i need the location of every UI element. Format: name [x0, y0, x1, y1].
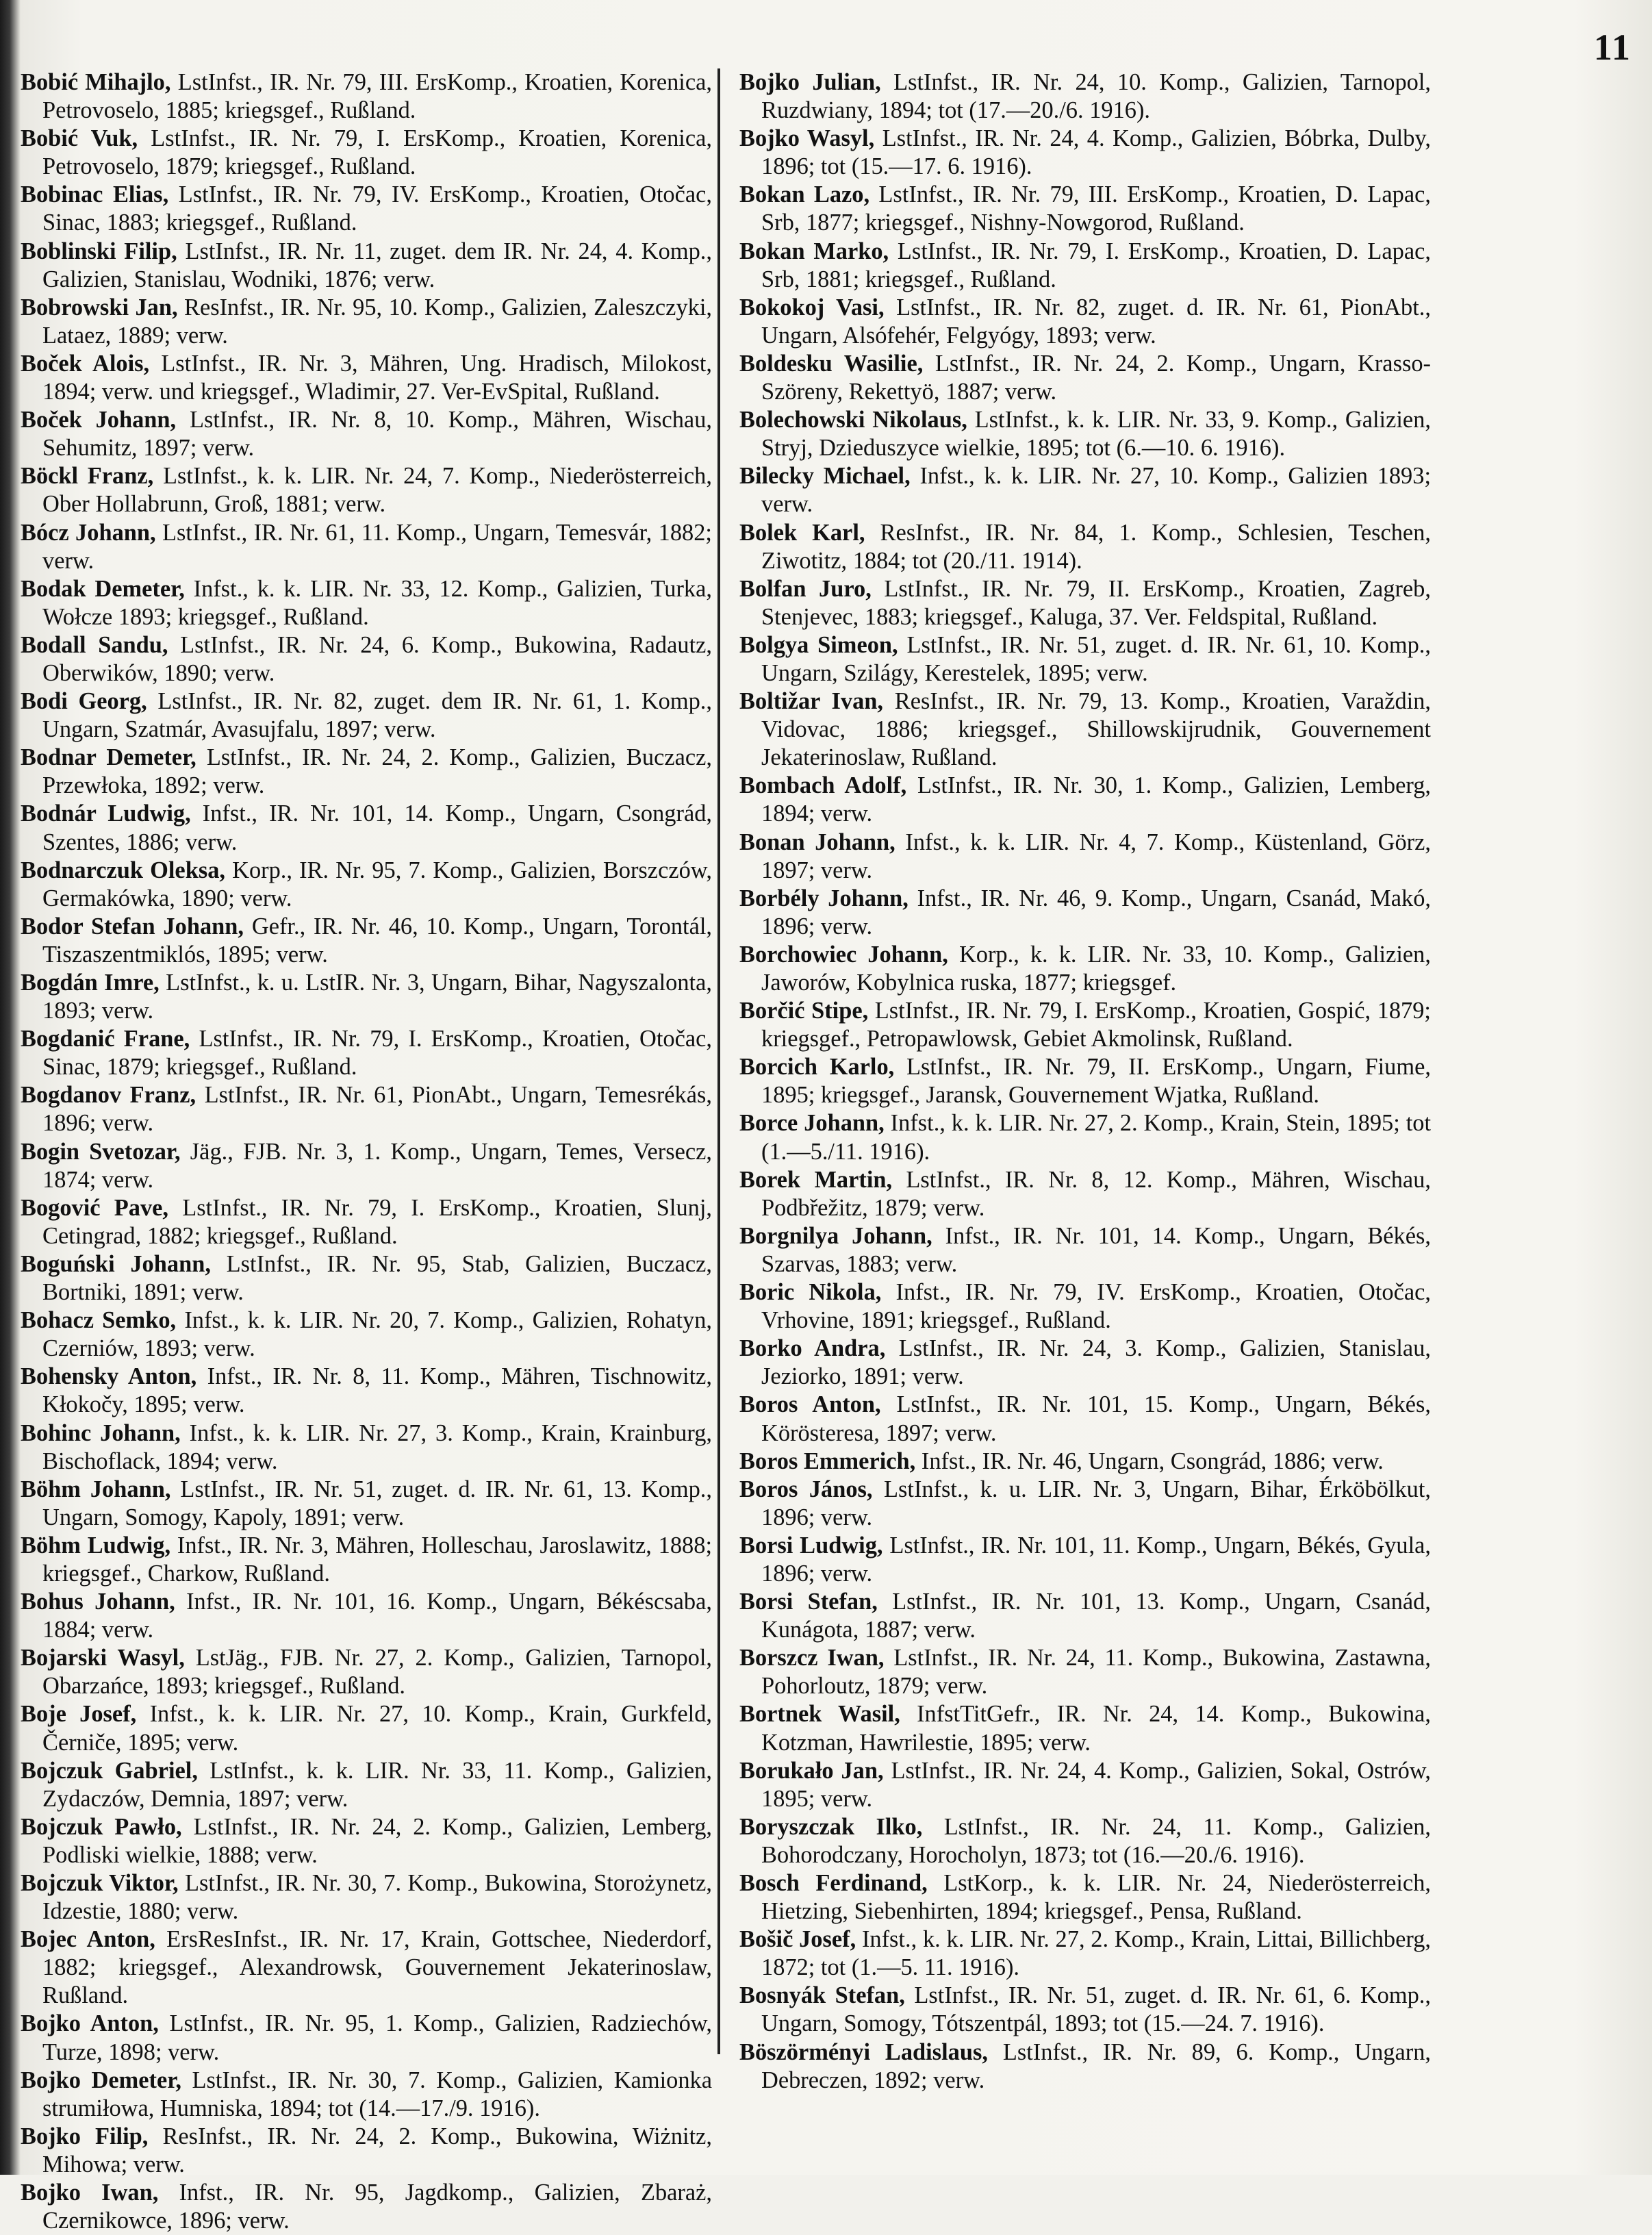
entry-details: LstInfst., IR. Nr. 79, III. ErsKomp., Kroatien, Korenica, Petrovoselo, 1885; kriegsgef., Rußland. [42, 69, 712, 124]
entry-name: Bojko Anton, [21, 2010, 159, 2037]
entry-details: ErsResInfst., IR. Nr. 17, Krain, Gottschee, Niederdorf, 1882; kriegsgef., Alexandrowsk, Gouvernement Jekaterinoslaw, Rußland. [42, 1926, 712, 2009]
entry-name: Borčić Stipe, [739, 998, 869, 1024]
entry-details: LstInfst., IR. Nr. 24, 2. Komp., Galizien, Buczacz, Przewłoka, 1892; verw. [42, 744, 712, 799]
entry-details: Infst., IR. Nr. 46, 9. Komp., Ungarn, Csanád, Makó, 1896; verw. [761, 885, 1431, 939]
entry-name: Boros János, [739, 1476, 873, 1502]
entry-name: Bogin Svetozar, [21, 1138, 181, 1165]
register-entry [739, 1109, 1431, 1165]
entry-details: LstInfst., IR. Nr. 79, II. ErsKomp., Kroatien, Zagreb, Stenjevec, 1883; kriegsgef., Kaluga, 37. Ver. Feldspital, Rußland. [761, 575, 1431, 630]
entry-name: Böszörményi Ladislaus, [739, 2038, 988, 2065]
register-entry [21, 2179, 712, 2235]
entry-details: Infst., k. k. LIR. Nr. 4, 7. Komp., Küstenland, Görz, 1897; verw. [761, 829, 1431, 883]
entry-name: Bojec Anton, [21, 1926, 155, 1953]
register-entry [739, 181, 1431, 237]
entry-details: LstInfst., IR. Nr. 101, 15. Komp., Ungarn, Békés, Körösteresa, 1897; verw. [761, 1391, 1432, 1446]
register-entry [739, 1476, 1431, 1532]
right-column [739, 68, 1431, 2095]
entry-details: LstInfst., IR. Nr. 61, 11. Komp., Ungarn, Temesvár, 1882; verw. [42, 519, 712, 574]
register-entry [739, 1644, 1431, 1700]
entry-details: LstInfst., IR. Nr. 8, 12. Komp., Mähren, Wischau, Podbřežitz, 1879; verw. [761, 1166, 1431, 1221]
register-entry [739, 687, 1431, 772]
entry-details: InfstTitGefr., IR. Nr. 24, 14. Komp., Bukowina, Kotzman, Hawrilestie, 1895; verw. [761, 1701, 1431, 1756]
register-entry [21, 687, 712, 744]
entry-name: Boryszczak Ilko, [739, 1813, 923, 1840]
entry-name: Bojczuk Pawło, [21, 1813, 182, 1840]
entry-details: LstInfst., IR. Nr. 79, I. ErsKomp., Kroatien, D. Lapac, Srb, 1881; kriegsgef., Rußland. [761, 238, 1431, 292]
register-entry [21, 350, 712, 406]
entry-name: Bohus Johann, [21, 1589, 175, 1615]
register-entry [739, 406, 1431, 462]
entry-details: Infst., k. k. LIR. Nr. 27, 10. Komp., Galizien 1893; verw. [761, 463, 1431, 518]
entry-name: Bodnar Demeter, [21, 744, 196, 771]
entry-name: Boros Anton, [739, 1391, 881, 1418]
entry-details: LstInfst., IR. Nr. 24, 2. Komp., Galizien, Lemberg, Podliski wielkie, 1888; verw. [42, 1813, 712, 1868]
entry-name: Bojko Julian, [739, 69, 881, 95]
entry-name: Bolgya Simeon, [739, 631, 898, 658]
entry-details: LstInfst., IR. Nr. 24, 4. Komp., Galizien, Bóbrka, Dulby, 1896; tot (15.—17. 6. 1916). [761, 125, 1431, 180]
register-entry [739, 1222, 1431, 1278]
entry-name: Bombach Adolf, [739, 772, 907, 799]
register-entry [739, 238, 1431, 294]
entry-details: LstInfst., IR. Nr. 30, 7. Komp., Bukowina, Storożynetz, Idzestie, 1880; verw. [42, 1870, 712, 1925]
register-entry [739, 631, 1431, 687]
entry-details: Infst., IR. Nr. 46, Ungarn, Csongrád, 1886; verw. [921, 1448, 1384, 1474]
register-entry [739, 1532, 1431, 1588]
register-entry [21, 1925, 712, 2010]
register-entry [739, 1925, 1431, 1982]
entry-details: Jäg., FJB. Nr. 3, 1. Komp., Ungarn, Temes, Versecz, 1874; verw. [42, 1138, 712, 1193]
register-entry [739, 294, 1431, 350]
register-entry [739, 519, 1431, 575]
entry-details: LstInfst., IR. Nr. 30, 7. Komp., Galizien, Kamionka strumiłowa, Humniska, 1894; tot (14.—17./9. 1916). [42, 2067, 712, 2121]
entry-name: Boltižar Ivan, [739, 688, 884, 715]
entry-details: LstInfst., IR. Nr. 95, 1. Komp., Galizien, Radziechów, Turze, 1898; verw. [42, 2010, 712, 2065]
register-entry [21, 575, 712, 631]
entry-name: Bócz Johann, [21, 519, 156, 546]
entry-details: LstInfst., IR. Nr. 82, zuget. d. IR. Nr. 61, PionAbt., Ungarn, Alsófehér, Felgyógy, 1893; verw. [761, 294, 1431, 349]
entry-details: Infst., IR. Nr. 3, Mähren, Holleschau, Jaroslawitz, 1888; kriegsgef., Charkow, Rußland. [42, 1532, 712, 1587]
entry-details: Infst., IR. Nr. 95, Jagdkomp., Galizien, Zbaraż, Czernikowce, 1896; verw. [42, 2180, 712, 2234]
register-entry [739, 2038, 1431, 2095]
entry-details: LstInfst., IR. Nr. 89, 6. Komp., Ungarn, Debreczen, 1892; verw. [761, 2038, 1431, 2093]
entry-name: Borce Johann, [739, 1110, 885, 1137]
register-entry [739, 772, 1431, 828]
register-entry [21, 1644, 712, 1700]
entry-name: Boček Johann, [21, 407, 177, 433]
entry-details: LstInfst., IR. Nr. 95, Stab, Galizien, Buczacz, Bortniki, 1891; verw. [42, 1250, 712, 1306]
entry-details: LstInfst., IR. Nr. 11, zuget. dem IR. Nr. 24, 4. Komp., Galizien, Stanislau, Wodniki, 1876; verw. [42, 238, 712, 292]
register-entry [739, 1278, 1431, 1335]
entry-details: LstInfst., IR. Nr. 101, 13. Komp., Ungarn, Csanád, Kunágota, 1887; verw. [761, 1589, 1431, 1643]
column-divider [717, 68, 720, 2054]
entry-details: LstInfst., k. k. LIR. Nr. 33, 9. Komp., Galizien, Stryj, Dzieduszyce wielkie, 1895; tot (6.—10. 6. 1916). [761, 407, 1431, 462]
entry-name: Borek Martin, [739, 1166, 893, 1193]
register-entry [21, 1419, 712, 1476]
register-entry [739, 1757, 1431, 1813]
entry-name: Bogdanić Frane, [21, 1026, 190, 1052]
page-number: 11 [1593, 27, 1631, 68]
register-entry [21, 238, 712, 294]
register-entry [21, 1138, 712, 1194]
entry-name: Bolechowski Nikolaus, [739, 407, 967, 433]
entry-name: Boček Alois, [21, 350, 150, 377]
register-entry [21, 1588, 712, 1644]
register-entry [21, 1476, 712, 1532]
entry-name: Bobrowski Jan, [21, 294, 178, 320]
entry-name: Bojarski Wasyl, [21, 1645, 185, 1671]
entry-name: Bojko Iwan, [21, 2180, 159, 2206]
entry-details: LstInfst., k. u. LIR. Nr. 3, Ungarn, Bihar, Érköbölkut, 1896; verw. [761, 1476, 1431, 1530]
register-entry [21, 1700, 712, 1756]
entry-details: LstInfst., IR. Nr. 82, zuget. dem IR. Nr. 61, 1. Komp., Ungarn, Szatmár, Avasujfalu, 1897; verw. [42, 688, 712, 743]
entry-name: Bogdanov Franz, [21, 1082, 196, 1109]
register-entry [21, 1757, 712, 1813]
entry-name: Bolek Karl, [739, 519, 865, 546]
entry-details: LstInfst., IR. Nr. 51, zuget. d. IR. Nr. 61, 10. Komp., Ungarn, Szilágy, Kerestelek, 1895; verw. [761, 631, 1432, 686]
register-entry [739, 1982, 1431, 2038]
register-entry [21, 631, 712, 687]
register-entry [21, 181, 712, 237]
register-entry [21, 294, 712, 350]
entry-name: Bodnarczuk Oleksa, [21, 857, 225, 883]
entry-name: Bobić Mihajlo, [21, 69, 171, 95]
entry-name: Borbély Johann, [739, 885, 908, 911]
register-entry [21, 913, 712, 969]
entry-name: Bokan Marko, [739, 238, 889, 264]
register-entry [21, 2123, 712, 2179]
entry-name: Borukało Jan, [739, 1757, 884, 1784]
entry-details: ResInfst., IR. Nr. 24, 2. Komp., Bukowina, Wiżnitz, Mihowa; verw. [42, 2123, 712, 2177]
register-entry [21, 1869, 712, 1925]
left-column [21, 68, 712, 2235]
register-entry [739, 1448, 1431, 1476]
register-entry [739, 350, 1431, 406]
entry-details: Korp., k. k. LIR. Nr. 33, 10. Komp., Galizien, Jaworów, Kobylnica ruska, 1877; kriegsgef. [761, 941, 1431, 996]
entry-name: Bodor Stefan Johann, [21, 913, 244, 939]
entry-details: LstInfst., IR. Nr. 24, 2. Komp., Ungarn, Krasso-Szöreny, Rekettyö, 1887; verw. [761, 350, 1431, 405]
register-entry [739, 125, 1431, 181]
register-entry [21, 2067, 712, 2123]
entry-name: Borgnilya Johann, [739, 1222, 932, 1249]
entry-name: Bošič Josef, [739, 1926, 856, 1953]
entry-name: Bokan Lazo, [739, 181, 870, 208]
entry-name: Borsi Stefan, [739, 1589, 878, 1615]
register-entry [21, 406, 712, 462]
entry-details: LstInfst., IR. Nr. 8, 10. Komp., Mähren, Wischau, Sehumitz, 1897; verw. [42, 407, 712, 462]
entry-name: Böhm Ludwig, [21, 1532, 171, 1558]
register-entry [739, 68, 1431, 125]
entry-details: LstJäg., FJB. Nr. 27, 2. Komp., Galizien, Tarnopol, Obarzańce, 1893; kriegsgef., Rußland. [42, 1645, 712, 1700]
entry-details: Infst., k. k. LIR. Nr. 27, 2. Komp., Krain, Littai, Billichberg, 1872; tot (1.—5. 11. 1916). [761, 1926, 1431, 1981]
entry-name: Bojczuk Viktor, [21, 1870, 179, 1896]
entry-name: Bodall Sandu, [21, 631, 168, 658]
entry-details: LstInfst., IR. Nr. 101, 11. Komp., Ungarn, Békés, Gyula, 1896; verw. [761, 1532, 1431, 1587]
register-entry [21, 68, 712, 125]
register-entry [739, 1588, 1431, 1644]
entry-name: Böckl Franz, [21, 463, 154, 490]
entry-details: Infst., k. k. LIR. Nr. 33, 12. Komp., Galizien, Turka, Wołcze 1893; kriegsgef., Rußland. [42, 575, 712, 630]
entry-name: Bodak Demeter, [21, 575, 185, 602]
entry-details: LstInfst., IR. Nr. 79, IV. ErsKomp., Kroatien, Otočac, Sinac, 1883; kriegsgef., Rußland. [42, 181, 712, 236]
register-entry [739, 462, 1431, 518]
entry-details: LstInfst., IR. Nr. 3, Mähren, Ung. Hradisch, Milokost, 1894; verw. und kriegsgef., Wladimir, 27. Ver-EvSpital, Rußland. [42, 350, 712, 405]
register-entry [739, 1166, 1431, 1222]
entry-name: Bojko Filip, [21, 2123, 149, 2149]
entry-name: Bojczuk Gabriel, [21, 1757, 198, 1784]
entry-name: Bohensky Anton, [21, 1363, 197, 1390]
entry-details: LstInfst., IR. Nr. 79, I. ErsKomp., Kroatien, Gospić, 1879; kriegsgef., Petropawlowsk, Gebiet Akmolinsk, Rußland. [761, 998, 1431, 1052]
entry-name: Bolfan Juro, [739, 575, 872, 602]
register-entry [21, 2010, 712, 2066]
entry-details: LstInfst., IR. Nr. 51, zuget. d. IR. Nr. 61, 13. Komp., Ungarn, Somogy, Kapoly, 1891; verw. [42, 1476, 712, 1530]
entry-name: Bohinc Johann, [21, 1419, 181, 1446]
entry-name: Bogdán Imre, [21, 970, 160, 996]
register-entry [739, 941, 1431, 997]
register-entry [21, 125, 712, 181]
entry-name: Borszcz Iwan, [739, 1645, 885, 1671]
register-entry [21, 1813, 712, 1869]
register-entry [21, 1025, 712, 1081]
entry-details: LstInfst., IR. Nr. 61, PionAbt., Ungarn, Temesrékás, 1896; verw. [42, 1082, 712, 1137]
entry-details: ResInfst., IR. Nr. 79, 13. Komp., Kroatien, Varaždin, Vidovac, 1886; kriegsgef., Shillowskijrudnik, Gouvernement Jekaterinoslaw, Rußland. [761, 688, 1432, 771]
entry-name: Bortnek Wasil, [739, 1701, 900, 1728]
entry-details: LstInfst., IR. Nr. 24, 11. Komp., Galizien, Bohorodczany, Horocholyn, 1873; tot (16.—20./6. 1916). [761, 1813, 1432, 1868]
register-entry [21, 1363, 712, 1419]
entry-name: Bohacz Semko, [21, 1307, 177, 1334]
entry-name: Boje Josef, [21, 1701, 137, 1728]
register-entry [21, 857, 712, 913]
entry-details: LstInfst., k. u. LstIR. Nr. 3, Ungarn, Bihar, Nagyszalonta, 1893; verw. [42, 970, 712, 1024]
register-entry [739, 1391, 1431, 1447]
entry-details: Gefr., IR. Nr. 46, 10. Komp., Ungarn, Torontál, Tiszaszentmiklós, 1895; verw. [42, 913, 712, 968]
entry-name: Bojko Demeter, [21, 2067, 181, 2093]
entry-details: LstInfst., k. k. LIR. Nr. 33, 11. Komp., Galizien, Zydaczów, Demnia, 1897; verw. [42, 1757, 712, 1812]
register-entry [739, 1869, 1431, 1925]
entry-name: Boguński Johann, [21, 1250, 211, 1277]
entry-details: LstInfst., IR. Nr. 79, I. ErsKomp., Kroatien, Korenica, Petrovoselo, 1879; kriegsgef., Rußland. [42, 125, 712, 180]
register-entry [739, 829, 1431, 885]
entry-details: LstInfst., IR. Nr. 30, 1. Komp., Galizien, Lemberg, 1894; verw. [761, 772, 1431, 827]
entry-name: Bonan Johann, [739, 829, 895, 855]
entry-details: Infst., k. k. LIR. Nr. 27, 3. Komp., Krain, Krainburg, Bischoflack, 1894; verw. [42, 1419, 712, 1474]
entry-name: Bojko Wasyl, [739, 125, 875, 152]
register-entry [21, 1250, 712, 1306]
entry-details: LstInfst., IR. Nr. 79, I. ErsKomp., Kroatien, Otočac, Sinac, 1879; kriegsgef., Rußland. [42, 1026, 712, 1081]
entry-name: Borcich Karlo, [739, 1054, 895, 1081]
entry-details: LstInfst., IR. Nr. 24, 4. Komp., Galizien, Sokal, Ostrów, 1895; verw. [761, 1757, 1432, 1812]
entry-name: Borsi Ludwig, [739, 1532, 883, 1558]
entry-name: Bosnyák Stefan, [739, 1982, 905, 2009]
entry-name: Bosch Ferdinand, [739, 1870, 928, 1896]
entry-details: Infst., IR. Nr. 101, 14. Komp., Ungarn, Csongrád, Szentes, 1886; verw. [42, 800, 712, 855]
entry-name: Bodi Georg, [21, 688, 147, 715]
entry-details: LstInfst., IR. Nr. 24, 10. Komp., Galizien, Tarnopol, Ruzdwiany, 1894; tot (17.—20./6. 1916). [761, 69, 1431, 124]
entry-details: Infst., k. k. LIR. Nr. 27, 2. Komp., Krain, Stein, 1895; tot (1.—5./11. 1916). [761, 1110, 1431, 1165]
entry-details: Infst., IR. Nr. 101, 14. Komp., Ungarn, Békés, Szarvas, 1883; verw. [761, 1222, 1431, 1277]
entry-name: Bobinac Elias, [21, 181, 169, 208]
register-entry [739, 1813, 1431, 1869]
register-entry [21, 744, 712, 800]
register-entry [21, 1081, 712, 1137]
entry-details: LstInfst., k. k. LIR. Nr. 24, 7. Komp., Niederösterreich, Ober Hollabrunn, Groß, 1881; verw. [42, 463, 712, 518]
entry-details: LstInfst., IR. Nr. 79, I. ErsKomp., Kroatien, Slunj, Cetingrad, 1882; kriegsgef., Rußland. [42, 1194, 713, 1249]
register-entry [21, 519, 712, 575]
register-entry [21, 462, 712, 518]
entry-name: Boblinski Filip, [21, 238, 177, 264]
entry-name: Böhm Johann, [21, 1476, 171, 1502]
entry-details: ResInfst., IR. Nr. 95, 10. Komp., Galizien, Zaleszczyki, Lataez, 1889; verw. [42, 294, 712, 349]
entry-name: Boric Nikola, [739, 1279, 882, 1306]
entry-details: LstInfst., IR. Nr. 79, III. ErsKomp., Kroatien, D. Lapac, Srb, 1877; kriegsgef., Nishny-Nowgorod, Rußland. [761, 181, 1431, 236]
register-entry [739, 1053, 1431, 1109]
entry-details: Infst., IR. Nr. 101, 16. Komp., Ungarn, Békéscsaba, 1884; verw. [42, 1589, 712, 1643]
entry-details: LstInfst., IR. Nr. 79, II. ErsKomp., Ungarn, Fiume, 1895; kriegsgef., Jaransk, Gouvernement Wjatka, Rußland. [761, 1054, 1431, 1109]
register-entry [739, 885, 1431, 941]
entry-details: Korp., IR. Nr. 95, 7. Komp., Galizien, Borszczów, Germakówka, 1890; verw. [42, 857, 712, 911]
entry-name: Borchowiec Johann, [739, 941, 948, 968]
entry-details: ResInfst., IR. Nr. 84, 1. Komp., Schlesien, Teschen, Ziwotitz, 1884; tot (20./11. 1914). [761, 519, 1431, 574]
entry-details: LstKorp., k. k. LIR. Nr. 24, Niederösterreich, Hietzing, Siebenhirten, 1894; kriegsgef., Pensa, Rußland. [761, 1870, 1431, 1925]
register-entry [21, 1532, 712, 1588]
entry-details: Infst., k. k. LIR. Nr. 27, 10. Komp., Krain, Gurkfeld, Černiče, 1895; verw. [42, 1701, 712, 1756]
entry-details: LstInfst., IR. Nr. 24, 6. Komp., Bukowina, Radautz, Oberwików, 1890; verw. [42, 631, 712, 686]
entry-name: Bobić Vuk, [21, 125, 138, 152]
register-entry [21, 800, 712, 856]
register-entry [21, 1306, 712, 1363]
entry-details: LstInfst., IR. Nr. 24, 11. Komp., Bukowina, Zastawna, Pohorloutz, 1879; verw. [761, 1645, 1431, 1700]
entry-name: Bokokoj Vasi, [739, 294, 885, 320]
register-entry [739, 1700, 1431, 1756]
entry-details: Infst., IR. Nr. 79, IV. ErsKomp., Kroatien, Otočac, Vrhovine, 1891; kriegsgef., Rußland. [761, 1279, 1431, 1334]
entry-details: LstInfst., IR. Nr. 24, 3. Komp., Galizien, Stanislau, Jeziorko, 1891; verw. [761, 1335, 1431, 1390]
register-entry [739, 575, 1431, 631]
register-entry [739, 997, 1431, 1053]
entry-name: Bogović Pave, [21, 1194, 169, 1221]
entry-details: LstInfst., IR. Nr. 51, zuget. d. IR. Nr. 61, 6. Komp., Ungarn, Somogy, Tótszentpál, 1893; tot (15.—24. 7. 1916). [761, 1982, 1431, 2037]
entry-name: Boros Emmerich, [739, 1448, 916, 1474]
register-entry [21, 969, 712, 1025]
entry-name: Bilecky Michael, [739, 463, 911, 490]
entry-name: Borko Andra, [739, 1335, 886, 1362]
entry-details: Infst., k. k. LIR. Nr. 20, 7. Komp., Galizien, Rohatyn, Czerniów, 1893; verw. [42, 1307, 712, 1362]
register-entry [21, 1194, 712, 1250]
register-entry [739, 1335, 1431, 1391]
entry-name: Boldesku Wasilie, [739, 350, 924, 377]
entry-name: Bodnár Ludwig, [21, 800, 191, 827]
entry-details: Infst., IR. Nr. 8, 11. Komp., Mähren, Tischnowitz, Kłokočy, 1895; verw. [42, 1363, 713, 1418]
